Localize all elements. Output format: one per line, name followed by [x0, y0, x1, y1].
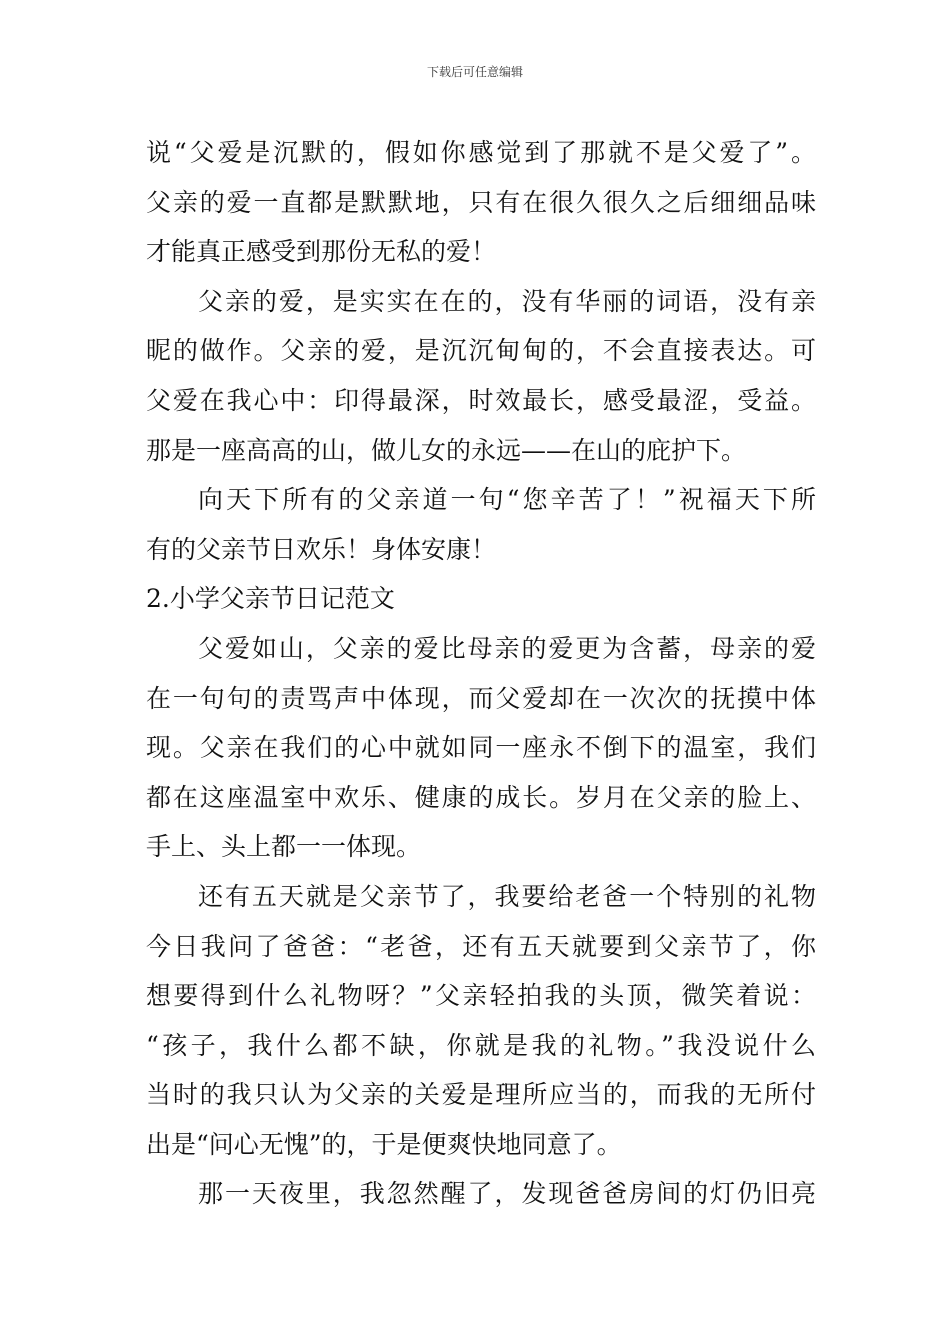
text-line: 向天下所有的父亲道一句“您辛苦了！”祝福天下所: [198, 485, 816, 515]
text-line: 今日我问了爸爸：“老爸，还有五天就要到父亲节了，你: [146, 931, 816, 961]
text-line: 父爱如山，父亲的爱比母亲的爱更为含蓄，母亲的爱: [198, 633, 816, 663]
text-line: 出是“问心无愧”的，于是便爽快地同意了。: [146, 1129, 622, 1159]
text-line: 当时的我只认为父亲的关爱是理所应当的，而我的无所付: [146, 1080, 816, 1110]
text-line: 那一天夜里，我忽然醒了，发现爸爸房间的灯仍旧亮: [198, 1179, 816, 1209]
text-line: 手上、头上都一一体现。: [146, 832, 422, 862]
text-line: 还有五天就是父亲节了，我要给老爸一个特别的礼物: [198, 881, 816, 911]
text-line: 父爱在我心中：印得最深，时效最长，感受最涩，受益。: [146, 385, 816, 415]
page-header: 下载后可任意编辑: [426, 65, 523, 79]
text-line: 在一句句的责骂声中体现，而父爱却在一次次的抚摸中体: [146, 683, 816, 713]
text-line: 都在这座温室中欢乐、健康的成长。岁月在父亲的脸上、: [146, 782, 816, 812]
text-line: 现。父亲在我们的心中就如同一座永不倒下的温室，我们: [146, 733, 816, 763]
text-line: 那是一座高高的山，做儿女的永远——在山的庇护下。: [146, 435, 747, 465]
text-line: 才能真正感受到那份无私的爱！: [146, 237, 497, 267]
text-line: 父亲的爱，是实实在在的，没有华丽的词语，没有亲: [198, 286, 816, 316]
text-line: 想要得到什么礼物呀？”父亲轻拍我的头顶，微笑着说：: [146, 981, 816, 1011]
text-line: 有的父亲节日欢乐！身体安康！: [146, 534, 497, 564]
document-body: [146, 128, 816, 1219]
text-line: 昵的做作。父亲的爱，是沉沉甸甸的，不会直接表达。可: [146, 336, 816, 366]
text-line: 说“父爱是沉默的，假如你感觉到了那就不是父爱了”。: [146, 138, 816, 167]
section-heading: 2.小学父亲节日记范文: [146, 584, 395, 614]
text-line: “孩子，我什么都不缺，你就是我的礼物。”我没说什么: [146, 1030, 816, 1060]
text-line: 父亲的爱一直都是默默地，只有在很久很久之后细细品味: [146, 187, 816, 217]
